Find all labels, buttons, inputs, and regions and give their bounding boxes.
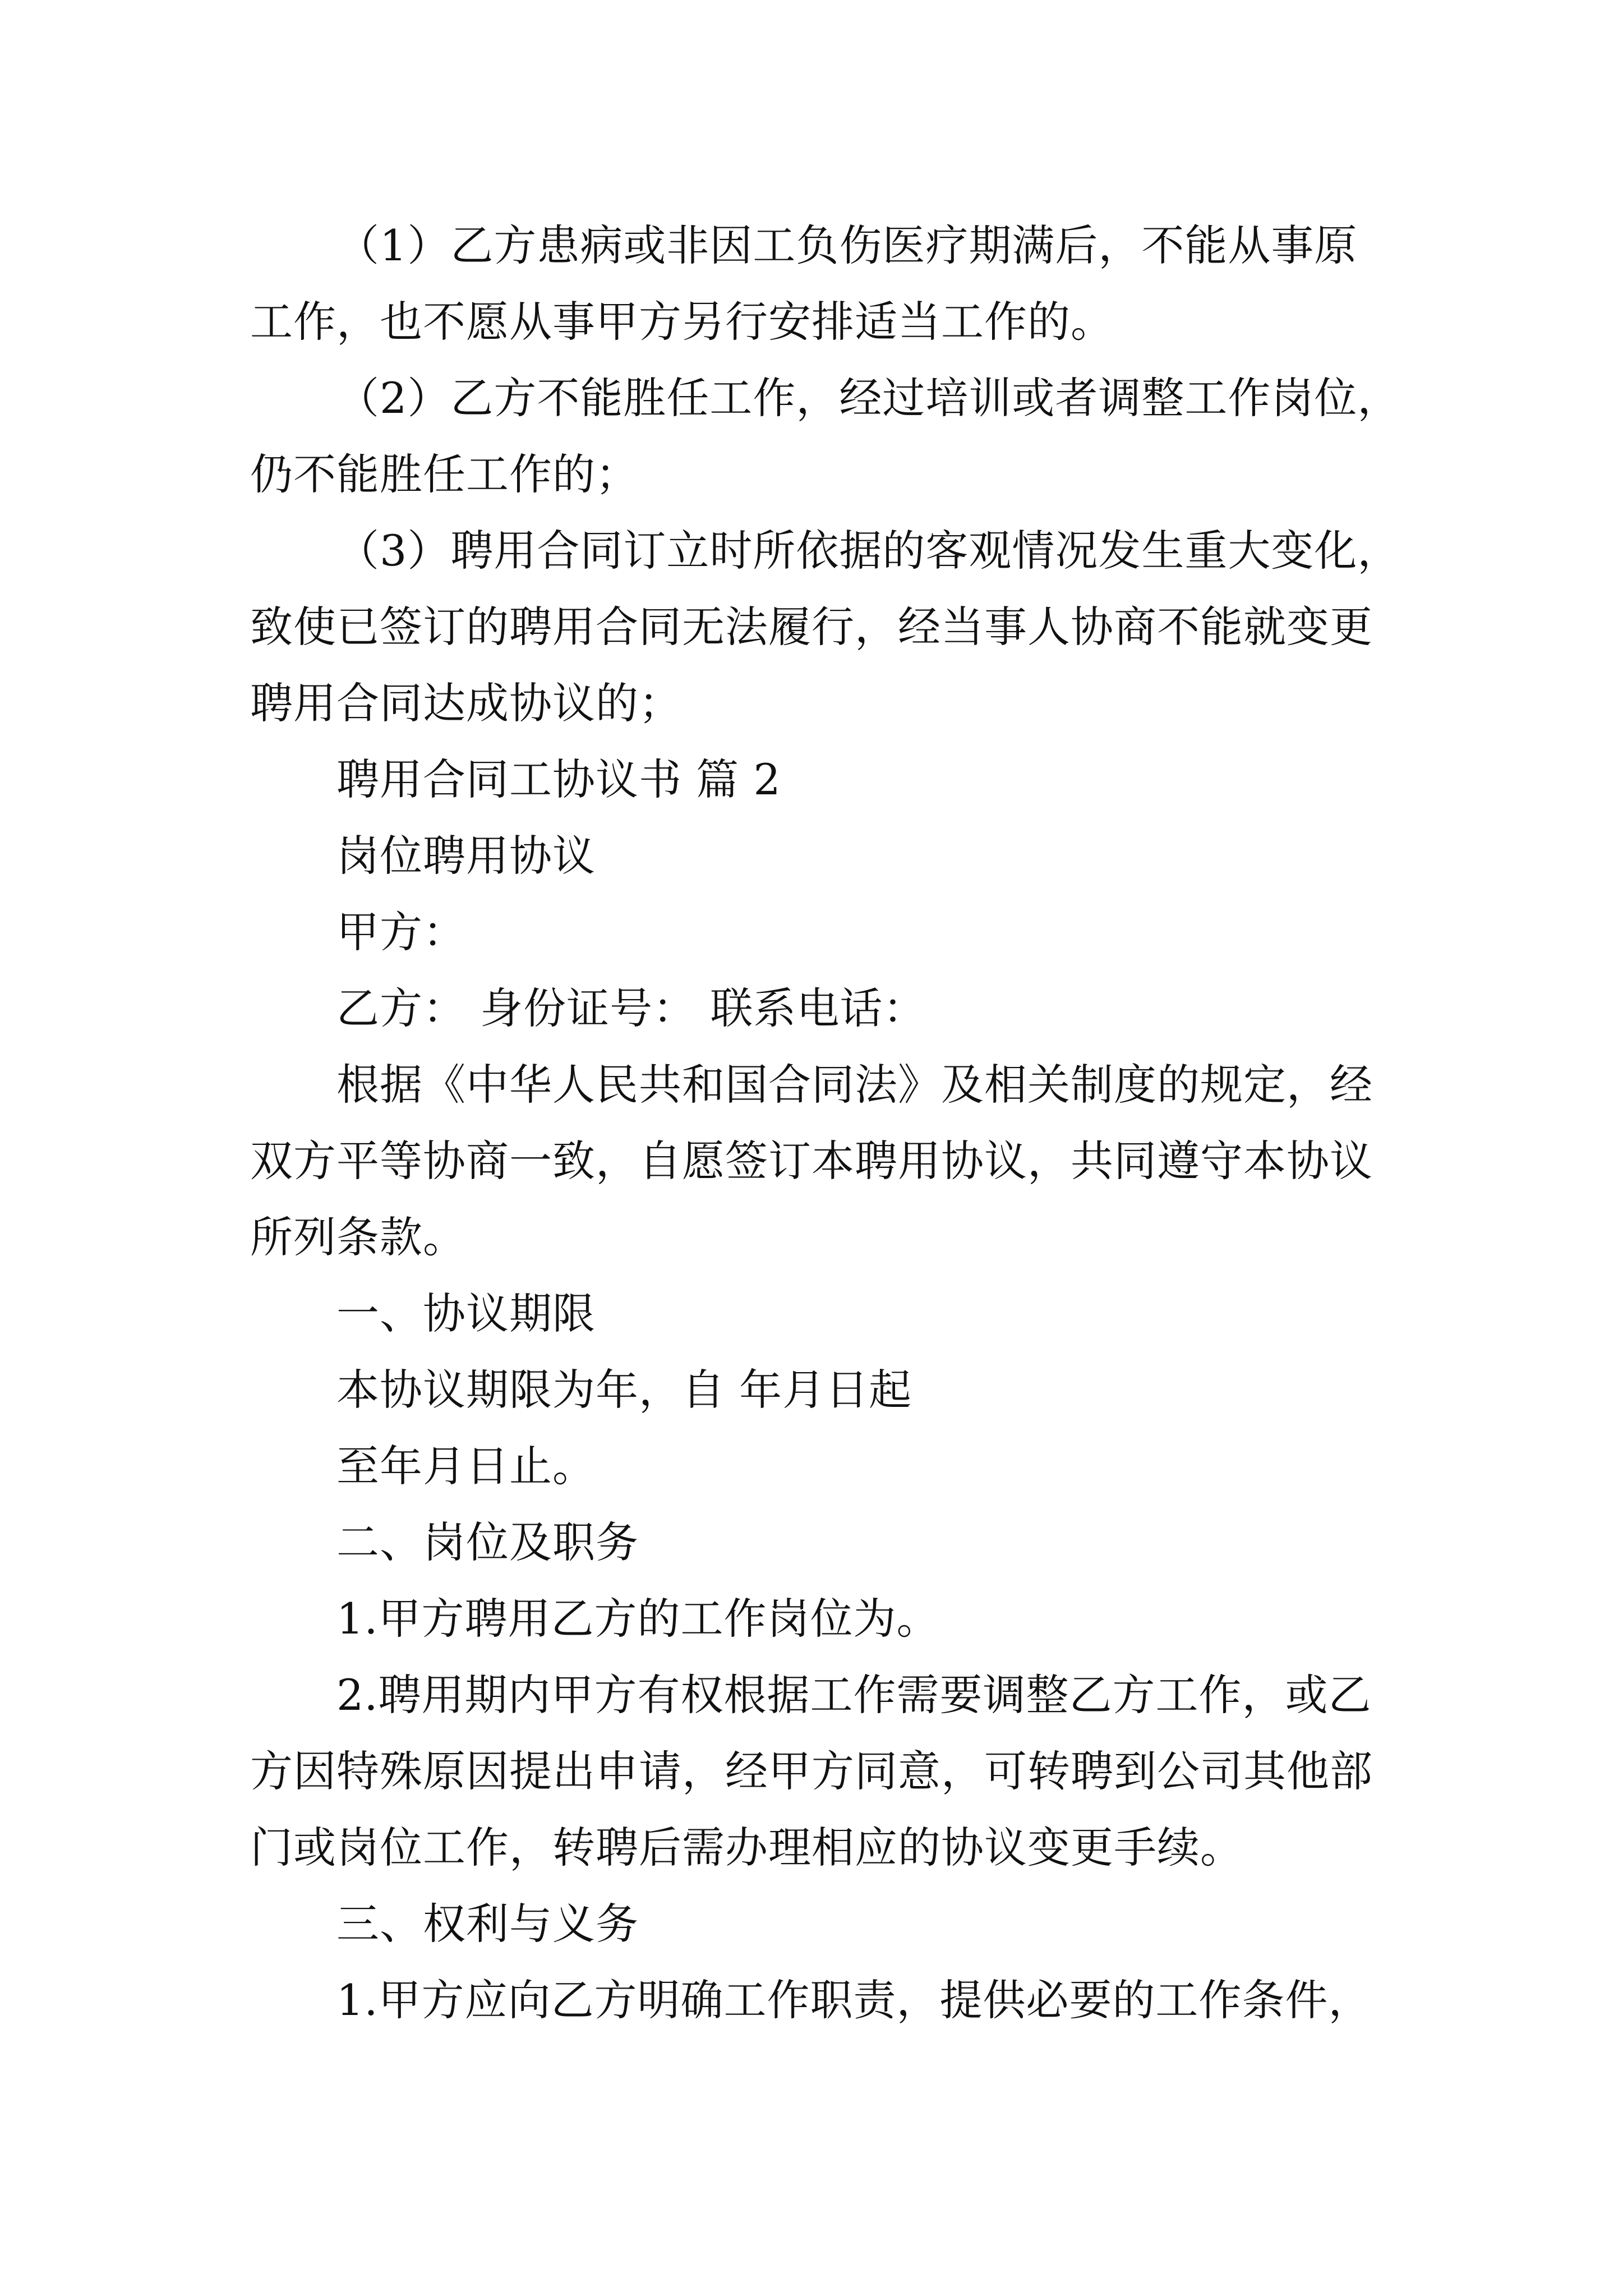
- text-line: 聘用合同达成协议的；: [250, 678, 682, 728]
- clause-heading: 二、岗位及职务: [336, 1517, 639, 1567]
- text-line: 仍不能胜任工作的；: [250, 449, 639, 499]
- clause-heading: 三、权利与义务: [336, 1899, 639, 1949]
- text-line: 2.聘用期内甲方有权根据工作需要调整乙方工作，或乙: [336, 1670, 1372, 1720]
- text-line: 门或岗位工作，转聘后需办理相应的协议变更手续。: [250, 1823, 1243, 1872]
- text-line: （3）聘用合同订立时所依据的客观情况发生重大变化，: [336, 526, 1401, 576]
- text-line: 1.甲方聘用乙方的工作岗位为。: [336, 1594, 940, 1644]
- party-b-field: 乙方： 身份证号： 联系电话：: [336, 983, 926, 1033]
- text-line: 方因特殊原因提出申请，经甲方同意，可转聘到公司其他部: [250, 1746, 1373, 1796]
- text-line: 工作，也不愿从事甲方另行安排适当工作的。: [250, 297, 1114, 347]
- text-line: （1）乙方患病或非因工负伤医疗期满后，不能从事原: [336, 220, 1358, 270]
- section-heading: 聘用合同工协议书 篇 2: [336, 754, 781, 804]
- agreement-title: 岗位聘用协议: [336, 831, 596, 881]
- text-line: （2）乙方不能胜任工作，经过培训或者调整工作岗位，: [336, 373, 1401, 423]
- text-line: 至年月日止。: [336, 1441, 596, 1491]
- clause-heading: 一、协议期限: [336, 1289, 596, 1338]
- text-line: 根据《中华人民共和国合同法》及相关制度的规定，经: [336, 1060, 1373, 1110]
- party-a-field: 甲方：: [336, 907, 466, 957]
- text-line: 本协议期限为年，自 年月日起: [336, 1365, 912, 1415]
- text-line: 所列条款。: [250, 1212, 466, 1262]
- document-body: [250, 208, 1401, 2039]
- text-line: 1.甲方应向乙方明确工作职责，提供必要的工作条件，: [336, 1975, 1372, 2025]
- text-line: 致使已签订的聘用合同无法履行，经当事人协商不能就变更: [250, 602, 1373, 652]
- text-line: 双方平等协商一致，自愿签订本聘用协议，共同遵守本协议: [250, 1136, 1373, 1186]
